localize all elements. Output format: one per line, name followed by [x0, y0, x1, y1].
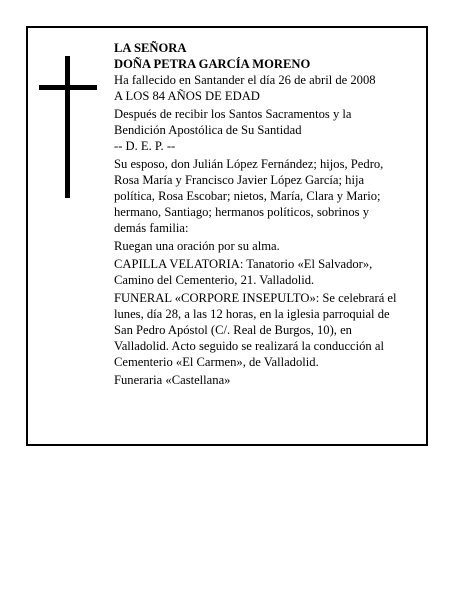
funeral-paragraph: [114, 290, 426, 370]
death-statement: Ha fallecido en Santander el día 26 de abril de 2008: [114, 73, 376, 87]
family-line: hermano, Santiago; hermanos políticos, sobrinos y: [114, 205, 369, 219]
cross-vertical-bar: [65, 56, 70, 198]
sacraments-paragraph: [114, 106, 426, 138]
sacraments-line: Después de recibir los Santos Sacramentos y la: [114, 107, 352, 121]
rip-line: -- D. E. P. --: [114, 139, 176, 153]
family-paragraph: [114, 156, 426, 236]
funeral-line: FUNERAL «CORPORE INSEPULTO»: Se celebrará el: [114, 291, 397, 305]
chapel-line: Camino del Cementerio, 21. Valladolid.: [114, 273, 315, 287]
family-line: Rosa María y Francisco Javier López García; hija: [114, 173, 365, 187]
prayer-line: Ruegan una oración por su alma.: [114, 239, 280, 253]
funeral-line: San Pedro Apóstol (C/. Real de Burgos, 10), en: [114, 323, 352, 337]
obituary-notice: [26, 26, 428, 446]
cross-horizontal-bar: [39, 85, 97, 90]
sacraments-line: Bendición Apostólica de Su Santidad: [114, 123, 302, 137]
funeral-home: Funeraria «Castellana»: [114, 373, 231, 387]
funeral-line: Valladolid. Acto seguido se realizará la conducción al: [114, 339, 384, 353]
family-line: política, Rosa Escobar; nietos, María, Clara y Mario;: [114, 189, 381, 203]
age-statement: A LOS 84 AÑOS DE EDAD: [114, 89, 260, 103]
funeral-line: lunes, día 28, a las 12 horas, en la iglesia parroquial de: [114, 307, 390, 321]
chapel-line: CAPILLA VELATORIA: Tanatorio «El Salvador»,: [114, 257, 373, 271]
funeral-line: Cementerio «El Carmen», de Valladolid.: [114, 355, 319, 369]
family-line: demás familia:: [114, 221, 189, 235]
family-line: Su esposo, don Julián López Fernández; hijos, Pedro,: [114, 157, 384, 171]
chapel-paragraph: [114, 256, 426, 288]
notice-text: [114, 40, 426, 388]
deceased-name: DOÑA PETRA GARCÍA MORENO: [114, 57, 311, 71]
notice-title: LA SEÑORA: [114, 41, 187, 55]
